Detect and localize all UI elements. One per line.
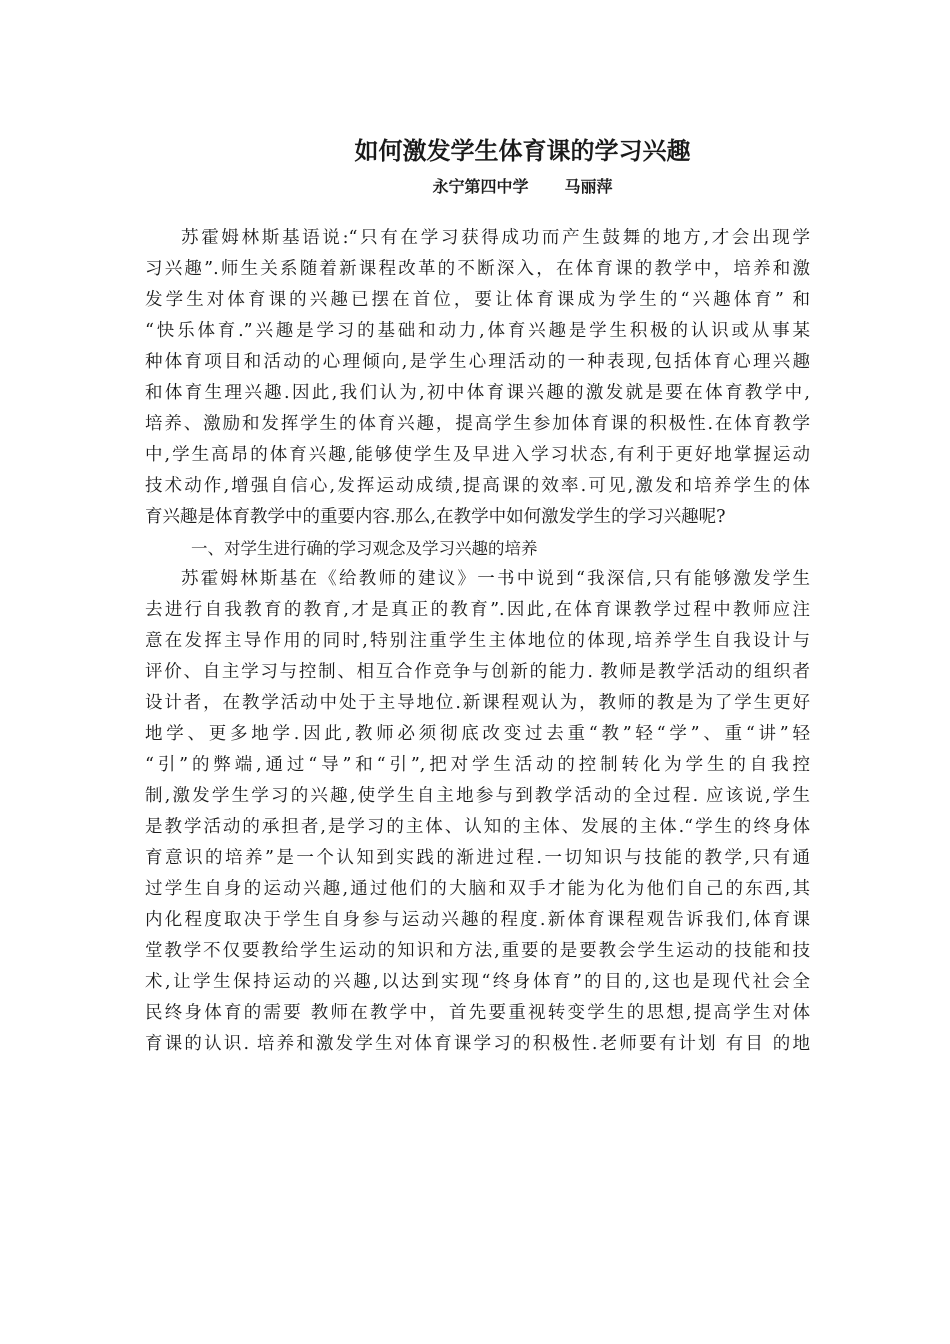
section-heading: 一、对学生进行确的学习观念及学习兴趣的培养 — [191, 539, 538, 558]
paragraph-line: 培养、激励和发挥学生的体育兴趣，提高学生参加体育课的积极性.在体育教学 — [145, 414, 810, 434]
paragraph-line: 苏霍姆林斯基在《给教师的建议》一书中说到“我深信,只有能够激发学生 — [181, 569, 810, 589]
paragraph-line: 去进行自我教育的教育,才是真正的教育”.因此,在体育课教学过程中教师应注 — [145, 600, 810, 620]
author-school: 永宁第四中学 — [432, 177, 529, 196]
paragraph-line: 育意识的培养”是一个认知到实践的渐进过程.一切知识与技能的教学,只有通 — [145, 848, 810, 868]
paragraph-line: 习兴趣”.师生关系随着新课程改革的不断深入，在体育课的教学中，培养和激 — [145, 259, 810, 279]
paragraph-line: 发学生对体育课的兴趣已摆在首位，要让体育课成为学生的“兴趣体育” 和 — [145, 290, 810, 310]
paragraph-line: 过学生自身的运动兴趣,通过他们的大脑和双手才能为化为他们自己的东西,其 — [145, 879, 810, 899]
paragraph-line: 育课的认识. 培养和激发学生对体育课学习的积极性.老师要有计划 有目 的地 — [145, 1034, 810, 1054]
paragraph-line: 中,学生高昂的体育兴趣,能够使学生及早进入学习状态,有利于更好地掌握运动 — [145, 445, 810, 465]
document-body — [145, 223, 810, 1060]
paragraph-line: 民终身体育的需要 教师在教学中，首先要重视转变学生的思想,提高学生对体 — [145, 1003, 810, 1023]
paragraph-line: 术,让学生保持运动的兴趣,以达到实现“终身体育”的目的,这也是现代社会全 — [145, 972, 810, 992]
paragraph-line: 堂教学不仅要教给学生运动的知识和方法,重要的是要教会学生运动的技能和技 — [145, 941, 810, 961]
paragraph-line: 是教学活动的承担者,是学习的主体、认知的主体、发展的主体.“学生的终身体 — [145, 817, 810, 837]
paragraph-line: “引”的弊端,通过“导”和“引”,把对学生活动的控制转化为学生的自我控 — [145, 755, 810, 775]
paragraph-line: 种体育项目和活动的心理倾向,是学生心理活动的一种表现,包括体育心理兴趣 — [145, 352, 810, 372]
paragraph-line: 和体育生理兴趣.因此,我们认为,初中体育课兴趣的激发就是要在体育教学中, — [145, 383, 810, 403]
document-title: 如何激发学生体育课的学习兴趣 — [354, 137, 691, 165]
paragraph-line: 制,激发学生学习的兴趣,使学生自主地参与到教学活动的全过程. 应该说,学生 — [145, 786, 810, 806]
paragraph-line: 内化程度取决于学生自身参与运动兴趣的程度.新体育课程观告诉我们,体育课 — [145, 910, 810, 930]
author-byline — [145, 176, 810, 198]
paragraph-line: 意在发挥主导作用的同时,特别注重学生主体地位的体现,培养学生自我设计与 — [145, 631, 810, 651]
paragraph-line: 评价、自主学习与控制、相互合作竞争与创新的能力. 教师是教学活动的组织者 — [145, 662, 810, 682]
paragraph-line: 育兴趣是体育教学中的重要内容.那么,在教学中如何激发学生的学习兴趣呢? — [145, 507, 726, 527]
paragraph-line: 设计者，在教学活动中处于主导地位.新课程观认为，教师的教是为了学生更好 — [145, 693, 810, 713]
author-name: 马丽萍 — [564, 177, 613, 196]
paragraph-line: “快乐体育.”兴趣是学习的基础和动力,体育兴趣是学生积极的认识或从事某 — [145, 321, 810, 341]
paragraph-line: 地学、更多地学.因此,教师必须彻底改变过去重“教”轻“学”、重“讲”轻 — [145, 724, 810, 744]
paragraph-line: 苏霍姆林斯基语说:“只有在学习获得成功而产生鼓舞的地方,才会出现学 — [181, 228, 810, 248]
paragraph-line: 技术动作,增强自信心,发挥运动成绩,提高课的效率.可见,激发和培养学生的体 — [145, 476, 810, 496]
